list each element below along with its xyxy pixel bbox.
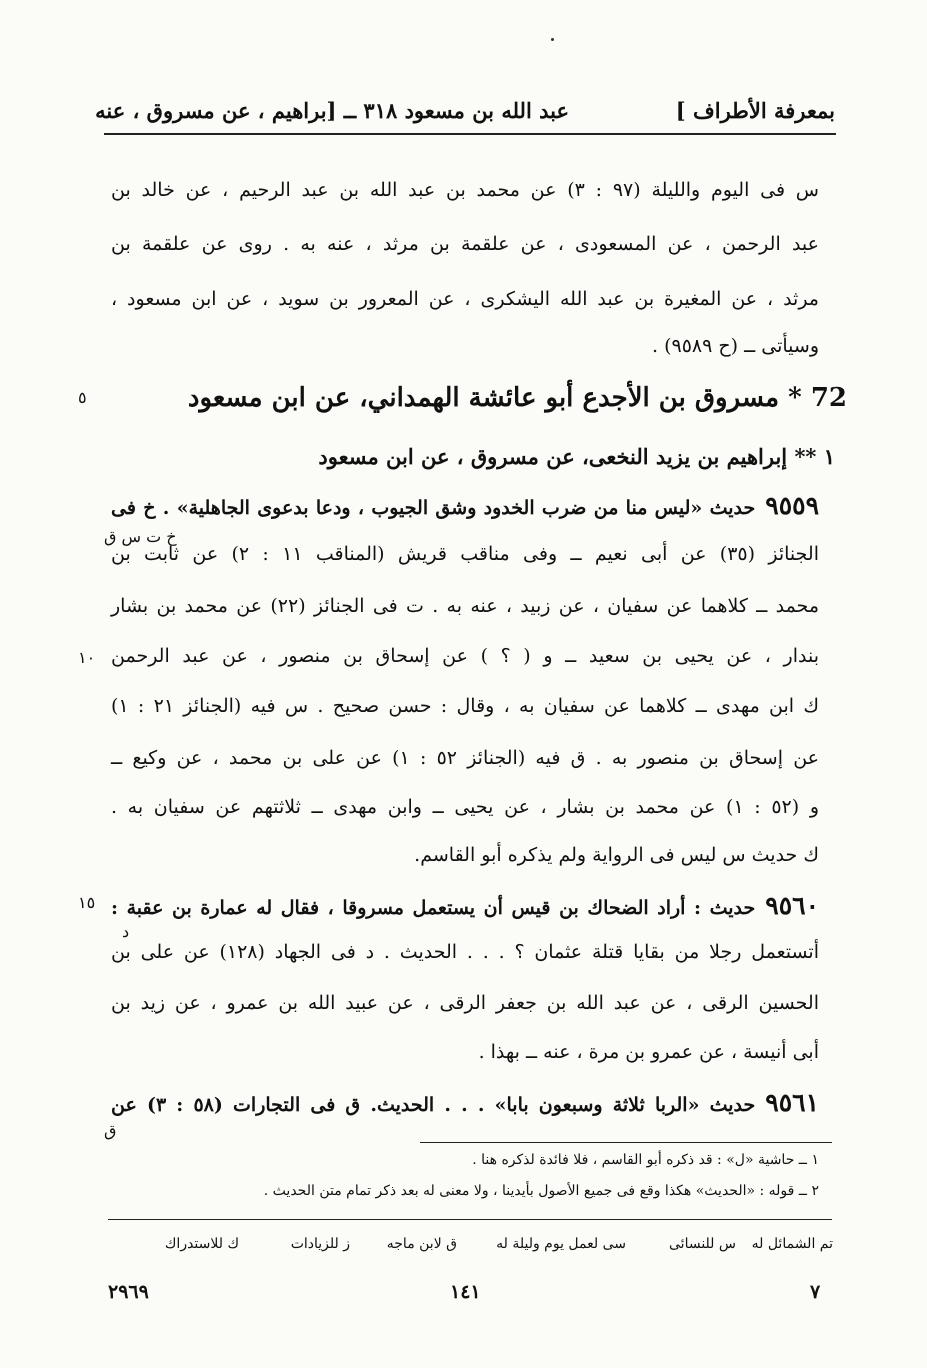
- key-item: س للنسائى: [669, 1236, 736, 1252]
- subsection-title: إبراهيم بن يزيد النخعى، عن مسروق ، عن ابن مسعود: [318, 444, 788, 469]
- key-item: ك للاستدراك: [164, 1236, 239, 1252]
- hadith-9559-line: [111, 493, 819, 518]
- hadith-text: حديث «الربا ثلاثة وسبعون بابا» . . . الحديث. ق فى التجارات (٥٨ : ٣) عن: [111, 1094, 756, 1116]
- continuation-line: عبد الرحمن ، عن المسعودى ، عن علقمة بن مرثد ، عنه به . روى عن علقمة بن: [111, 233, 819, 255]
- hadith-sigla: د: [122, 922, 130, 941]
- hadith-9560-line: [111, 893, 819, 918]
- hadith-9559-line: الجنائز (٣٥) عن أبى نعيم ــ وفى مناقب قريش (المناقب ١١ : ٢) عن ثابت بن: [111, 543, 819, 565]
- key-item: سى لعمل يوم وليلة له: [496, 1236, 626, 1252]
- running-header-middle: عبد الله بن مسعود ٣١٨ ــ [براهيم ، عن مسروق ، عنه: [95, 98, 569, 123]
- key-item: ق لابن ماجه: [386, 1236, 457, 1252]
- ink-dot: [551, 38, 554, 41]
- section-number: 72: [810, 383, 847, 413]
- subsection-number: ١: [823, 444, 835, 469]
- hadith-sigla: ق: [104, 1121, 117, 1140]
- hadith-9559-line: و (٥٢ : ١) عن محمد بن بشار ، عن يحيى ــ وابن مهدى ــ ثلاثتهم عن سفيان به .: [111, 796, 819, 818]
- footnote-1: ١ ــ حاشية «ل» : قد ذكره أبو القاسم ، فلا فائدة لذكره هنا .: [472, 1152, 819, 1168]
- hadith-9560-line: الحسين الرقى ، عن عبد الله بن جعفر الرقى ، عن عبيد الله بن عمرو ، عن زيد بن: [111, 992, 819, 1014]
- hadith-9561-line: [111, 1090, 819, 1115]
- section-marker: *: [788, 383, 802, 413]
- footnote-2: ٢ ــ قوله : «الحديث» هكذا وقع فى جميع الأصول بأيدينا ، ولا معنى له بعد ذكر تمام متن الحديث .: [263, 1183, 819, 1199]
- hadith-9559-line: ك حديث س ليس فى الرواية ولم يذكره أبو القاسم.: [414, 844, 819, 866]
- running-header-right: بمعرفة الأطراف ]: [675, 98, 835, 123]
- section-title: مسروق بن الأجدع أبو عائشة الهمداني، عن ابن مسعود: [187, 383, 780, 413]
- margin-line-number: ٥: [78, 388, 87, 407]
- subsection-heading: [318, 444, 835, 469]
- hadith-number: ٩٥٥٩: [765, 491, 819, 520]
- hadith-text: حديث : أراد الضحاك بن قيس أن يستعمل مسروقا ، فقال له عمارة بن عقبة :: [111, 897, 756, 919]
- header-rule: [104, 133, 836, 135]
- margin-line-number: ١٥: [78, 893, 96, 912]
- hadith-9559-line: بندار ، عن يحيى بن سعيد ــ و ( ؟ ) عن إسحاق بن منصور ، عن عبد الرحمن: [111, 645, 819, 667]
- hadith-9560-line: أتستعمل رجلا من بقايا قتلة عثمان ؟ . . . الحديث . د فى الجهاد (١٢٨) عن على بن: [111, 941, 819, 963]
- volume-number: ٧: [810, 1281, 821, 1303]
- margin-line-number: ١٠: [78, 648, 96, 667]
- footnote-rule: [420, 1142, 832, 1143]
- key-item: تم الشمائل له: [751, 1236, 833, 1252]
- subsection-marker: **: [794, 444, 817, 469]
- cumulative-page-number: ٢٩٦٩: [108, 1281, 149, 1303]
- hadith-number: ٩٥٦٠: [765, 891, 819, 920]
- hadith-sigla: خ ت س ق: [104, 527, 177, 546]
- hadith-9559-line: عن إسحاق بن منصور به . ق فيه (الجنائز ٥٢ : ١) عن على بن محمد ، عن وكيع ــ: [111, 747, 820, 769]
- hadith-text: حديث «ليس منا من ضرب الخدود وشق الجيوب ، ودعا بدعوى الجاهلية» . خ فى: [111, 497, 756, 519]
- key-item: ز للزيادات: [290, 1236, 350, 1252]
- continuation-line: وسيأتى ــ (ح ٩٥٨٩) .: [652, 335, 819, 357]
- continuation-line: مرثد ، عن المغيرة بن عبد الله اليشكرى ، عن المعرور بن سويد ، عن ابن مسعود ،: [111, 288, 819, 310]
- hadith-9560-line: أبى أنيسة ، عن عمرو بن مرة ، عنه ــ بهذا .: [478, 1041, 819, 1063]
- key-rule: [108, 1219, 832, 1220]
- page-number: ١٤١: [450, 1281, 481, 1303]
- hadith-number: ٩٥٦١: [765, 1088, 819, 1117]
- section-heading: [188, 383, 847, 413]
- hadith-9559-line: محمد ــ كلاهما عن سفيان ، عن زبيد ، عنه به . ت فى الجنائز (٢٢) عن محمد بن بشار: [111, 595, 819, 617]
- hadith-9559-line: ك ابن مهدى ــ كلاهما عن سفيان به ، وقال : حسن صحيح . س فيه (الجنائز ٢١ : ١): [111, 695, 820, 717]
- continuation-line: س فى اليوم والليلة (٩٧ : ٣) عن محمد بن عبد الله بن عبد الرحيم ، عن خالد بن: [111, 179, 819, 201]
